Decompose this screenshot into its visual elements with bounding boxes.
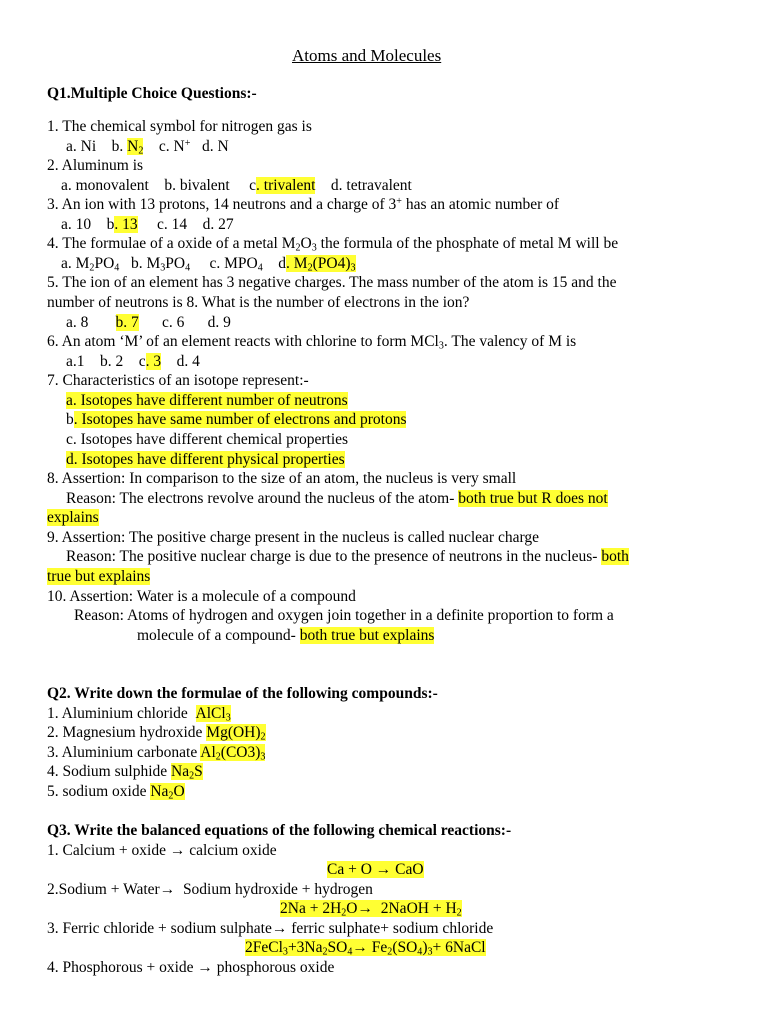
q2-item: 1. Aluminium chloride AlCl$_3$ [47, 705, 231, 724]
option-d: d. 27 [202, 216, 234, 233]
highlighted-answer: both true but explains [299, 627, 435, 644]
q1-7-option-d [66, 450, 345, 469]
option-b: b. $M_3PO_4$ [130, 255, 191, 274]
q1-9-answer-cont [47, 567, 150, 586]
q1-heading: Q1.Multiple Choice Questions:- [47, 85, 257, 102]
highlighted-answer: $Al_2(CO3)_3$ [200, 744, 266, 763]
q3-equation-1 [327, 860, 424, 879]
highlighted-answer: $N_2$ [127, 138, 144, 157]
highlighted-answer: . Isotopes have same number of electrons and protons [73, 411, 407, 428]
highlighted-answer: both true but R does not [458, 490, 608, 507]
option-a: a. monovalent [61, 177, 149, 194]
q2-item: 4. Sodium sulphide $Na_2S$ [47, 763, 203, 782]
q1-8-reason: Reason: The electrons revolve around the nucleus of the atom- both true but R does not [66, 490, 608, 507]
option-c: c. 6 [162, 314, 185, 331]
option-a: a. $M_2PO_4$ [61, 255, 120, 274]
q3-reaction-2: 2.Sodium + Water→ Sodium hydroxide + hydrogen [47, 881, 373, 898]
q1-6-options [66, 352, 200, 371]
highlighted-answer: both [601, 548, 629, 565]
q3-reaction-1: 1. Calcium + oxide → calcium oxide [47, 842, 277, 859]
highlighted-answer: AlCl$_3$ [195, 705, 231, 724]
option-a: a. Ni [66, 138, 97, 155]
option-b: b. bivalent [164, 177, 230, 194]
q3-equation-3 [245, 938, 486, 957]
arrow-icon: → [271, 920, 288, 937]
option-c: c. 14 [157, 216, 188, 233]
q1-7-option-a [66, 391, 348, 410]
q1-7-option-c: c. Isotopes have different chemical properties [66, 431, 349, 448]
q1-9-assertion: 9. Assertion: The positive charge present in the nucleus is called nuclear charge [47, 529, 539, 546]
highlighted-answer: . 3 [145, 353, 162, 370]
option-c: c. N+ [158, 137, 191, 155]
option-d: d. 9 [207, 314, 231, 331]
q2-item: 3. Aluminium carbonate $Al_2(CO3)_3$ [47, 744, 266, 763]
q1-5-options [66, 313, 231, 332]
q1-9-reason: Reason: The positive nuclear charge is due to the presence of neutrons in the nucleus- both [66, 548, 629, 565]
highlighted-answer: $2FeCl_3+3Na_2SO_4\to Fe_2(SO_4)_3+$ 6NaCl [245, 939, 486, 958]
highlighted-answer: $Na_2O$ [150, 783, 185, 802]
option-b: b. 2 [100, 353, 124, 370]
option-c: c. $MPO_4$ [209, 255, 263, 274]
q1-3-options [61, 215, 234, 234]
q1-8-assertion: 8. Assertion: In comparison to the size of an atom, the nucleus is very small [47, 470, 517, 487]
highlighted-answer: a. Isotopes have different number of neutrons [66, 392, 348, 409]
option-a: a. 10 [61, 216, 92, 233]
q1-2-stem: 2. Aluminum is [47, 157, 144, 174]
highlighted-answer: b. 7 [115, 314, 139, 331]
highlighted-answer: . trivalent [256, 177, 316, 194]
q1-3-stem: 3. An ion with 13 protons, 14 neutrons and a charge of 3+ has an atomic number of [47, 195, 560, 213]
option-d-label: d [278, 255, 287, 272]
q1-4-options [61, 254, 356, 273]
highlighted-answer: . $M_2(PO4)_3$ [286, 255, 356, 274]
option-c-label: c [138, 353, 146, 370]
option-c-label: c [249, 177, 257, 194]
q2-item: 5. sodium oxide $Na_2O$ [47, 783, 185, 802]
highlighted-answer: . 13 [114, 216, 138, 233]
q3-equation-2 [280, 899, 462, 918]
option-d: d. N [202, 138, 229, 155]
highlighted-answer: true but explains [47, 568, 151, 585]
option-a: a.1 [66, 353, 85, 370]
q3-reaction-4: 4. Phosphorous + oxide → phosphorous oxide [47, 959, 335, 976]
q1-7-option-b: b. Isotopes have same number of electrons and protons [66, 411, 407, 428]
q1-10-reason: Reason: Atoms of hydrogen and oxygen join together in a definite proportion to form a [74, 607, 614, 624]
highlighted-answer: $Na_2S$ [171, 763, 203, 782]
q1-2-options [61, 176, 412, 195]
q1-5-line2: number of neutrons is 8. What is the number of electrons in the ion? [47, 294, 470, 311]
option-a: a. 8 [66, 314, 89, 331]
option-b-label: b. [111, 138, 124, 155]
q1-1-options [66, 137, 229, 156]
highlighted-answer: $2Na + 2H_2O\to$ 2NaOH + $H_2$ [280, 900, 462, 919]
option-b-label: b [106, 216, 115, 233]
highlighted-answer: $Mg(OH)_2$ [206, 724, 266, 743]
option-d: d. tetravalent [330, 177, 412, 194]
q1-6-stem: 6. An atom ‘M’ of an element reacts with chlorine to form MCl$_3$. The valency of M is [47, 333, 577, 352]
q1-5-line1: 5. The ion of an element has 3 negative charges. The mass number of the atom is 15 and the [47, 274, 617, 291]
highlighted-answer: Ca + O → CaO [327, 861, 424, 878]
q1-10-reason-cont: molecule of a compound- both true but explains [137, 627, 435, 644]
q1-8-answer-cont [47, 508, 99, 527]
arrow-icon: → [169, 842, 186, 859]
arrow-icon: → [197, 959, 213, 976]
highlighted-answer: d. Isotopes have different physical properties [66, 451, 345, 468]
option-d: d. 4 [176, 353, 200, 370]
arrow-icon: → [159, 881, 176, 898]
q3-heading: Q3. Write the balanced equations of the following chemical reactions:- [47, 822, 512, 839]
q1-1-stem: 1. The chemical symbol for nitrogen gas is [47, 118, 312, 135]
q1-10-assertion: 10. Assertion: Water is a molecule of a compound [47, 588, 356, 605]
q2-item: 2. Magnesium hydroxide $Mg(OH)_2$ [47, 724, 266, 743]
q3-reaction-3: 3. Ferric chloride + sodium sulphate→ ferric sulphate+ sodium chloride [47, 920, 494, 937]
page-title: Atoms and Molecules [292, 46, 442, 65]
q1-4-stem: 4. The formulae of a oxide of a metal $M_2O_3$ the formula of the phosphate of metal M will be [47, 235, 619, 254]
highlighted-answer: explains [47, 509, 99, 526]
q1-7-stem: 7. Characteristics of an isotope represent:- [47, 372, 309, 389]
q2-heading: Q2. Write down the formulae of the following compounds:- [47, 685, 438, 702]
